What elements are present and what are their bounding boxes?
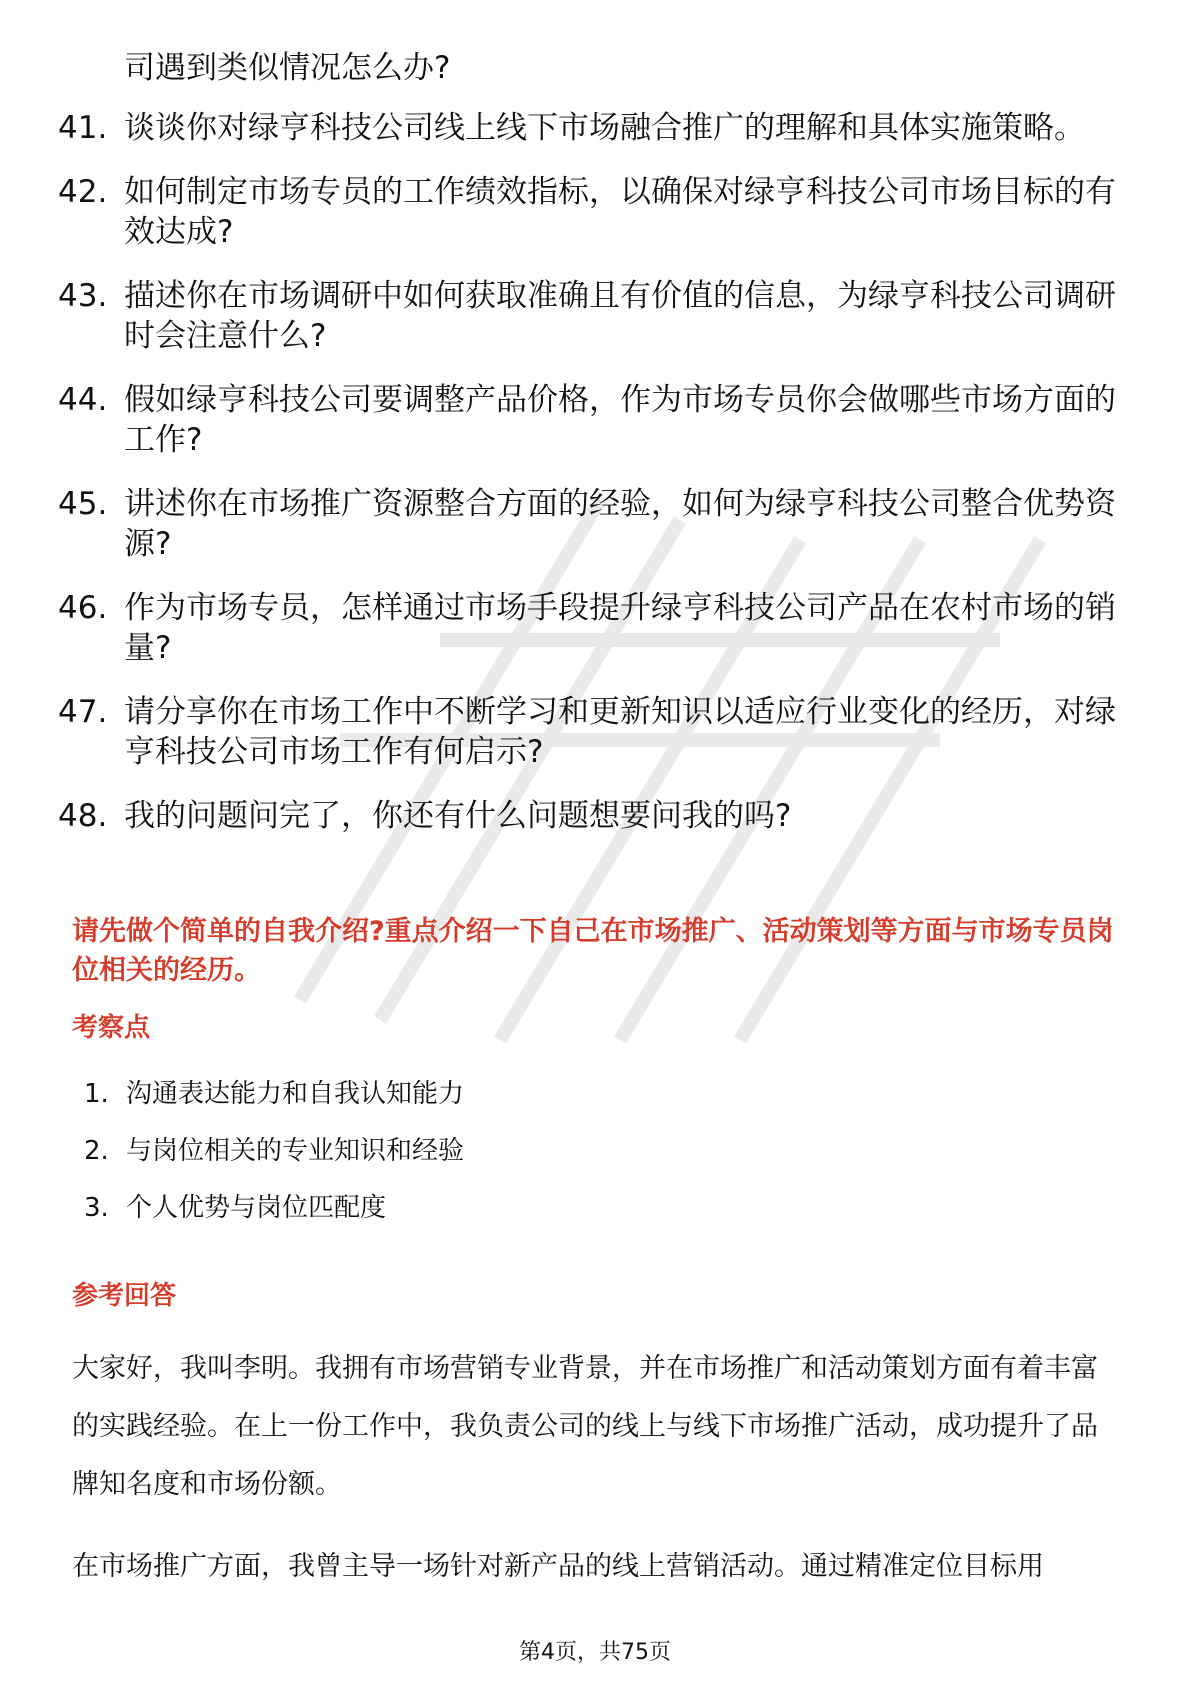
featured-question: 请先做个简单的自我介绍?重点介绍一下自己在市场推广、活动策划等方面与市场专员岗位相关的经历。	[72, 916, 1114, 986]
question-item	[58, 108, 1118, 148]
question-number: 47.	[58, 694, 108, 730]
question-text: 谈谈你对绿亨科技公司线上线下市场融合推广的理解和具体实施策略。	[124, 110, 1085, 146]
question-list	[58, 48, 1118, 860]
list-item	[84, 1077, 984, 1111]
list-item-text: 个人优势与岗位匹配度	[126, 1193, 387, 1223]
question-number: 42.	[58, 174, 108, 210]
reference-answer-title: 参考回答	[72, 1281, 177, 1311]
reference-paragraph: 大家好，我叫李明。我拥有市场营销专业背景，并在市场推广和活动策划方面有着丰富的实践经验。在上一份工作中，我负责公司的线上与线下市场推广活动，成功提升了品牌知名度和市场份额。	[72, 1353, 1098, 1500]
key-points-list	[84, 1077, 984, 1248]
question-text: 描述你在市场调研中如何获取准确且有价值的信息，为绿亨科技公司调研时会注意什么?	[124, 278, 1116, 354]
question-text: 如何制定市场专员的工作绩效指标，以确保对绿亨科技公司市场目标的有效达成?	[124, 174, 1116, 250]
page-footer: 第4页，共75页	[519, 1640, 671, 1665]
list-item	[84, 1134, 984, 1168]
question-number: 46.	[58, 590, 108, 626]
question-continuation: 司遇到类似情况怎么办?	[124, 50, 451, 86]
reference-paragraph: 在市场推广方面，我曾主导一场针对新产品的线上营销活动。通过精准定位目标用	[72, 1551, 1044, 1582]
key-points-title: 考察点	[72, 1013, 151, 1043]
list-item	[84, 1191, 984, 1225]
list-item-number: 3.	[84, 1193, 109, 1223]
question-number: 43.	[58, 278, 108, 314]
question-text: 作为市场专员，怎样通过市场手段提升绿亨科技公司产品在农村市场的销量?	[124, 590, 1116, 666]
question-item	[58, 692, 1118, 772]
question-text: 我的问题问完了，你还有什么问题想要问我的吗?	[124, 798, 792, 834]
question-number: 48.	[58, 798, 108, 834]
list-item-text: 沟通表达能力和自我认知能力	[126, 1079, 465, 1109]
list-item-number: 1.	[84, 1079, 109, 1109]
question-number: 45.	[58, 486, 108, 522]
list-item-text: 与岗位相关的专业知识和经验	[126, 1136, 465, 1166]
question-number: 41.	[58, 110, 108, 146]
question-item	[58, 380, 1118, 460]
question-item	[58, 588, 1118, 668]
question-text: 假如绿亨科技公司要调整产品价格，作为市场专员你会做哪些市场方面的工作?	[124, 382, 1116, 458]
question-item	[58, 796, 1118, 836]
question-text: 讲述你在市场推广资源整合方面的经验，如何为绿亨科技公司整合优势资源?	[124, 486, 1116, 562]
question-item	[58, 484, 1118, 564]
question-item	[58, 276, 1118, 356]
question-text: 请分享你在市场工作中不断学习和更新知识以适应行业变化的经历，对绿亨科技公司市场工作有何启示?	[124, 694, 1116, 770]
list-item-number: 2.	[84, 1136, 109, 1166]
question-item	[58, 172, 1118, 252]
question-number: 44.	[58, 382, 108, 418]
